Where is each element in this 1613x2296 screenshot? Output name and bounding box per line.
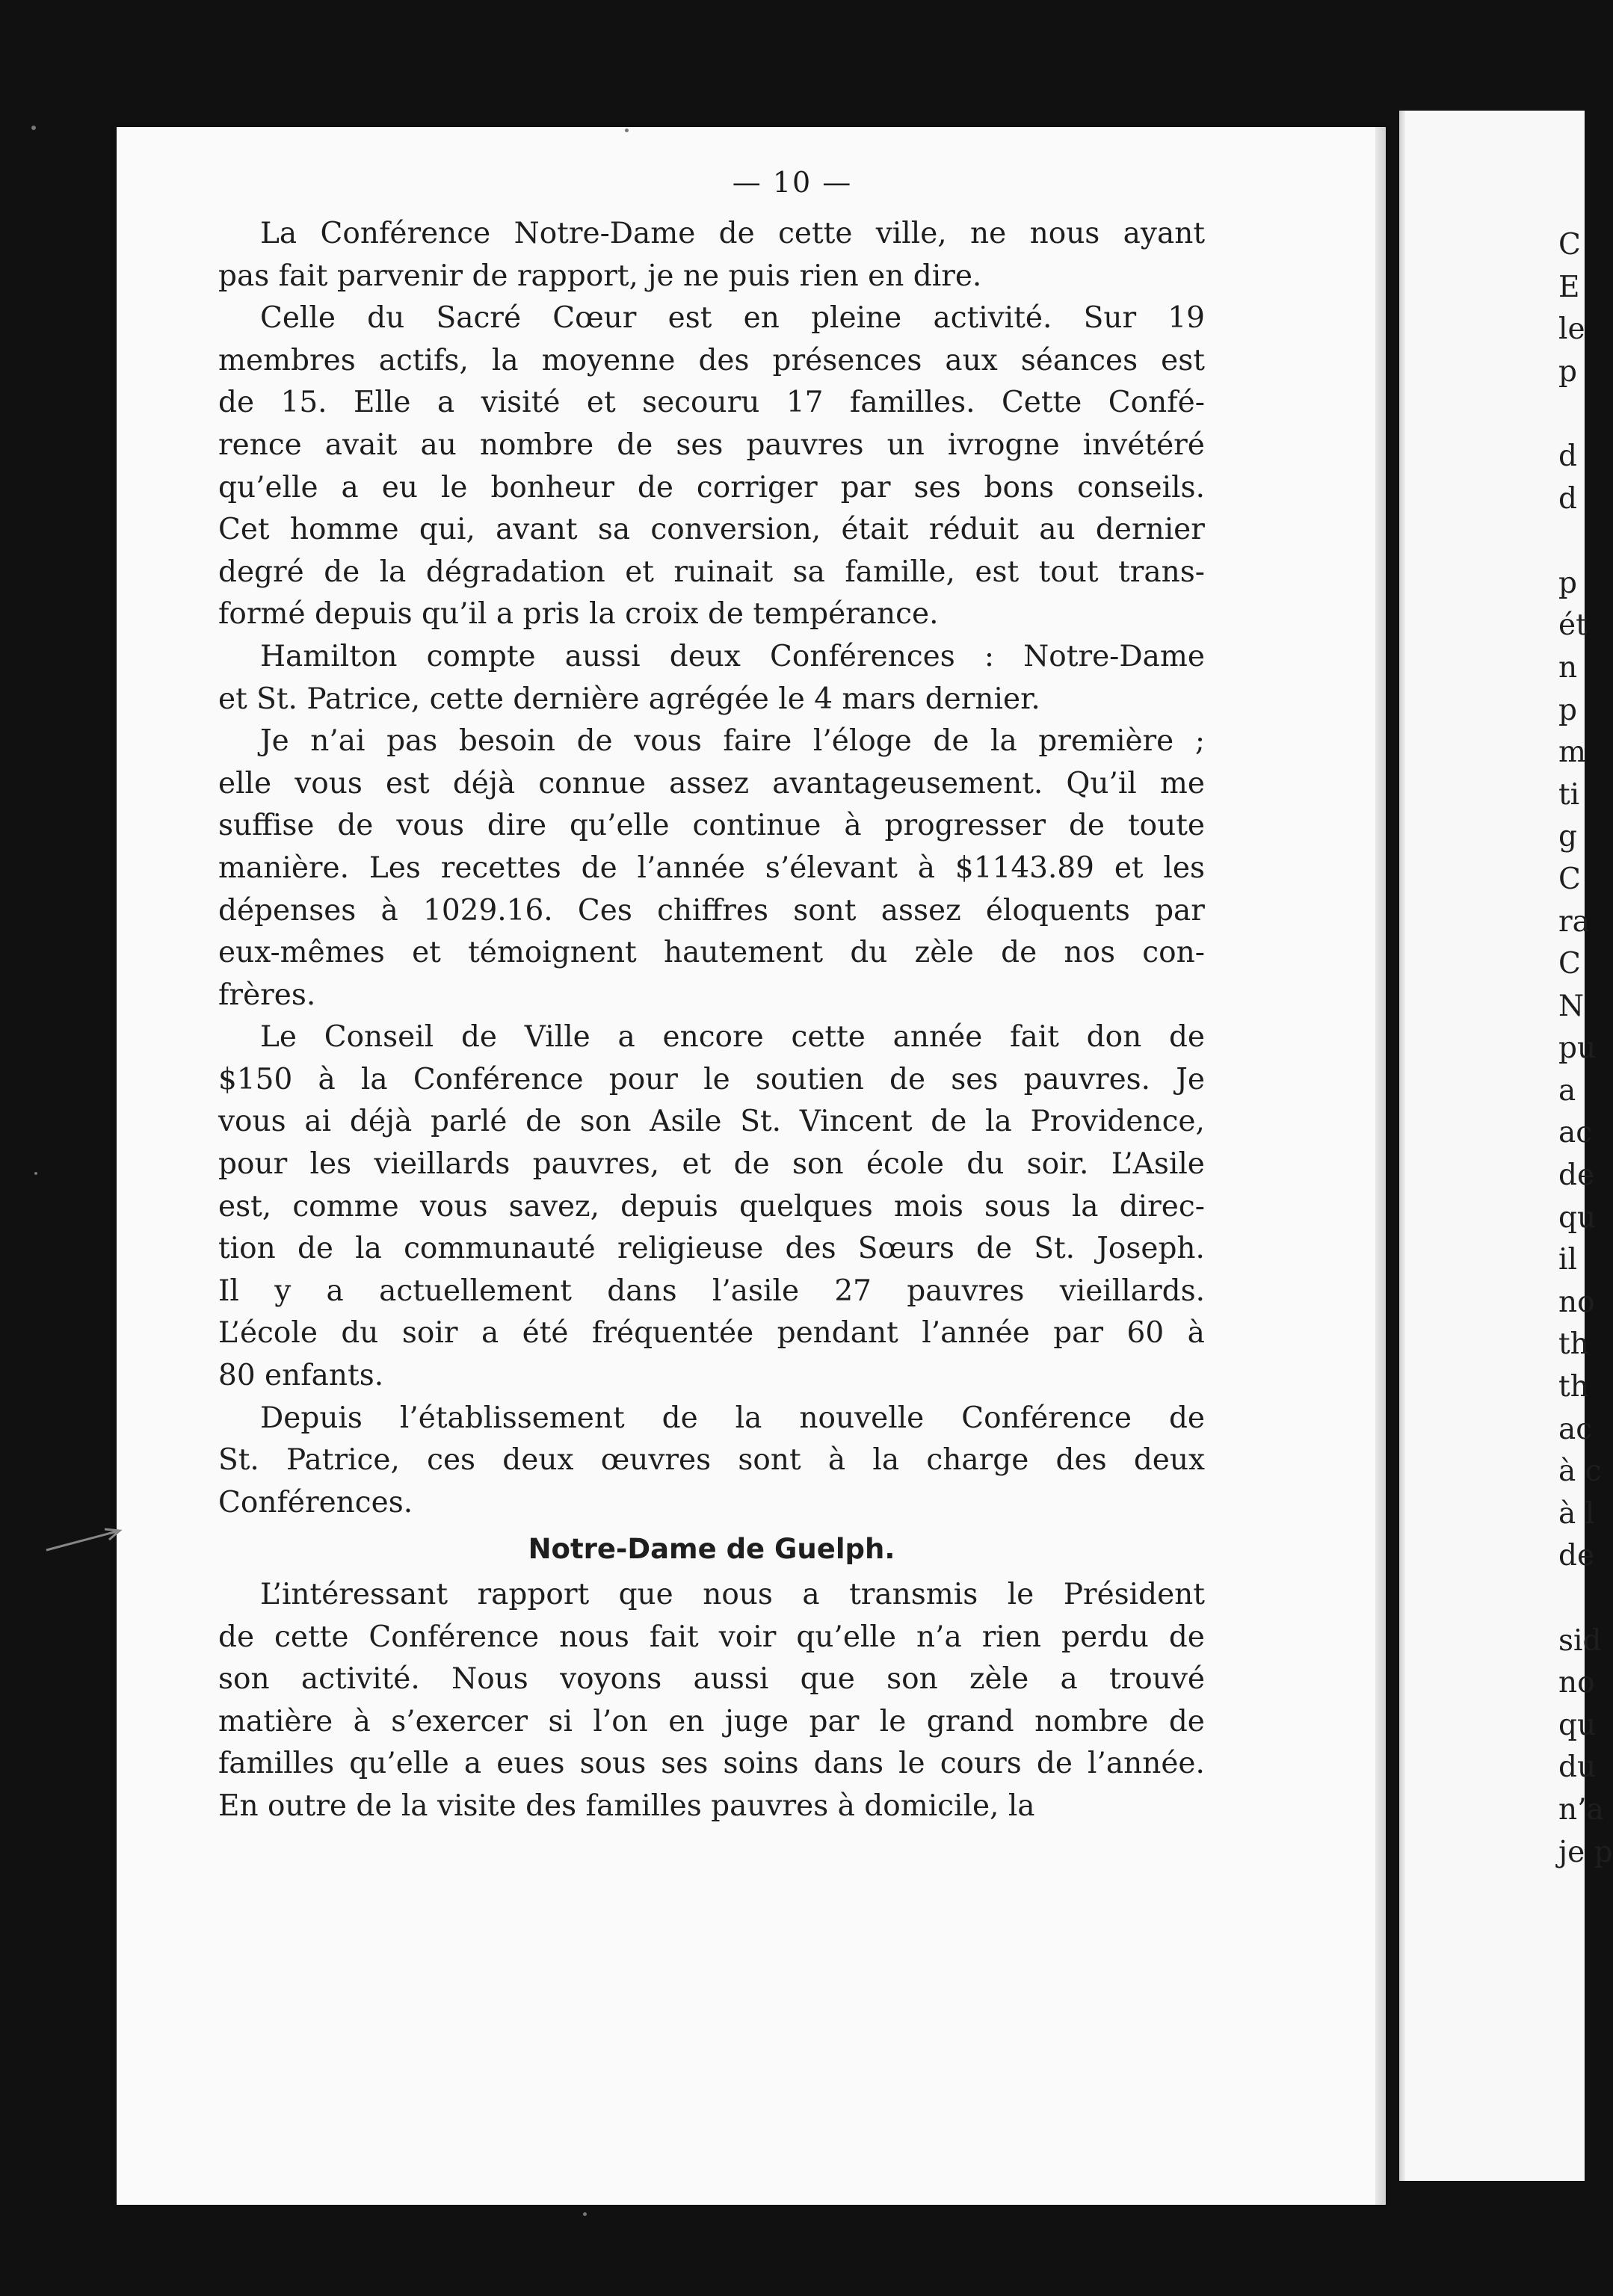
text-line: Depuis l’établissement de la nouvelle Conférence de — [260, 1401, 1205, 1435]
text-line: dépenses à 1029.16. Ces chiffres sont assez éloquents par — [218, 893, 1205, 928]
edge-fragment: no — [1558, 1666, 1595, 1700]
text-line: Celle du Sacré Cœur est en pleine activité. Sur 19 — [260, 301, 1205, 336]
edge-fragment: p — [1558, 566, 1577, 600]
text-line: pour les vieillards pauvres, et de son école du soir. L’Asile — [218, 1147, 1205, 1182]
edge-fragment: g — [1558, 820, 1577, 854]
text-line: rence avait au nombre de ses pauvres un ivrogne invétéré — [218, 428, 1205, 462]
text-line: L’école du soir a été fréquentée pendant l’année par 60 à — [218, 1316, 1205, 1351]
text-line: de 15. Elle a visité et secouru 17 familles. Cette Confé- — [218, 386, 1205, 420]
text-line: L’intéressant rapport que nous a transmis le Président — [260, 1578, 1205, 1611]
edge-fragment: ti — [1558, 777, 1580, 812]
page-number: — 10 — — [732, 166, 853, 199]
text-line: est, comme vous savez, depuis quelques mois sous la direc- — [218, 1189, 1205, 1223]
text-line: familles qu’elle a eues sous ses soins dans le cours de l’année. — [218, 1747, 1205, 1781]
text-line: tion de la communauté religieuse des Sœurs de St. Joseph. — [218, 1232, 1205, 1266]
text-line: et St. Patrice, cette dernière agrégée le 4 mars dernier. — [218, 682, 1040, 716]
edge-fragment: du — [1558, 1750, 1597, 1785]
text-line: son activité. Nous voyons aussi que son zèle a trouvé — [218, 1662, 1205, 1697]
text-line: Cet homme qui, avant sa conversion, était réduit au dernier — [218, 513, 1205, 547]
text-line: En outre de la visite des familles pauvres à domicile, la — [218, 1789, 1035, 1823]
text-line: suffise de vous dire qu’elle continue à progresser de toute — [218, 809, 1205, 843]
edge-fragment: ac — [1558, 1412, 1593, 1446]
scan-speck — [34, 1172, 37, 1175]
text-line: degré de la dégradation et ruinait sa famille, est tout trans- — [218, 555, 1205, 589]
edge-fragment: ra — [1558, 904, 1590, 939]
text-line: formé depuis qu’il a pris la croix de tempérance. — [218, 597, 939, 632]
edge-fragment: sid — [1558, 1623, 1602, 1658]
edge-fragment: qu — [1558, 1708, 1597, 1742]
text-line: Il y a actuellement dans l’asile 27 pauvres vieillards. — [218, 1274, 1205, 1308]
scan-speck — [31, 126, 36, 130]
edge-fragment: de — [1558, 1539, 1595, 1573]
edge-fragment: C — [1558, 228, 1581, 262]
edge-fragment: à c — [1558, 1454, 1602, 1489]
edge-fragment: m — [1558, 735, 1586, 770]
edge-fragment: th — [1558, 1327, 1589, 1362]
text-line: $150 à la Conférence pour le soutien de ses pauvres. Je — [218, 1062, 1205, 1096]
text-line: eux-mêmes et témoignent hautement du zèle de nos con- — [218, 936, 1205, 970]
edge-fragment: ac — [1558, 1116, 1593, 1150]
right-page-edge — [1399, 111, 1585, 2181]
text-line: Conférences. — [218, 1485, 413, 1519]
edge-fragment: p — [1558, 693, 1577, 727]
edge-fragment: E — [1558, 270, 1580, 304]
edge-fragment: no — [1558, 1285, 1595, 1319]
edge-fragment: à l — [1558, 1496, 1595, 1531]
edge-fragment: a — [1558, 1073, 1576, 1108]
right-page-fragments — [1558, 224, 1613, 1874]
text-line: Je n’ai pas besoin de vous faire l’éloge de la première ; — [260, 724, 1205, 759]
text-line: St. Patrice, ces deux œuvres sont à la charge des deux — [218, 1443, 1205, 1478]
edge-fragment: C — [1558, 862, 1581, 896]
text-line: pas fait parvenir de rapport, je ne puis rien en dire. — [218, 259, 982, 293]
edge-fragment — [1558, 1578, 1613, 1620]
text-line: qu’elle a eu le bonheur de corriger par ses bons conseils. — [218, 470, 1205, 504]
text-line: elle vous est déjà connue assez avantageusement. Qu’il me — [218, 766, 1205, 800]
text-line: Le Conseil de Ville a encore cette année fait don de — [260, 1020, 1205, 1055]
edge-fragment: pu — [1558, 1031, 1597, 1066]
section-heading: Notre-Dame de Guelph. — [528, 1533, 895, 1566]
edge-fragment: th — [1558, 1370, 1589, 1404]
edge-fragment: d — [1558, 439, 1577, 473]
text-line: La Conférence Notre-Dame de cette ville, ne nous ayant — [260, 217, 1205, 250]
edge-fragment: il — [1558, 1243, 1577, 1277]
text-line: matière à s’exercer si l’on en juge par le grand nombre de — [218, 1704, 1205, 1738]
edge-fragment: N — [1558, 989, 1585, 1023]
edge-fragment: n — [1558, 650, 1578, 685]
edge-fragment: ét — [1558, 608, 1588, 643]
text-line: 80 enfants. — [218, 1359, 384, 1393]
edge-fragment — [1558, 520, 1613, 563]
text-line: de cette Conférence nous fait voir qu’elle n’a rien perdu de — [218, 1620, 1205, 1654]
text-line: manière. Les recettes de l’année s’élevant à $1143.89 et les — [218, 851, 1205, 885]
edge-fragment: d — [1558, 481, 1577, 516]
edge-fragment: de — [1558, 1158, 1595, 1193]
text-line: vous ai déjà parlé de son Asile St. Vincent de la Providence, — [218, 1105, 1205, 1139]
margin-arrow-mark — [45, 1525, 127, 1555]
edge-fragment: C — [1558, 947, 1581, 981]
edge-fragment: n’a — [1558, 1792, 1604, 1827]
edge-fragment: qu — [1558, 1200, 1597, 1235]
edge-fragment: le — [1558, 312, 1585, 347]
edge-fragment: p — [1558, 354, 1577, 389]
scan-speck — [583, 2212, 587, 2216]
body-text — [218, 213, 1205, 1828]
scan-speck — [625, 129, 629, 132]
text-line: frères. — [218, 978, 316, 1012]
edge-fragment — [1558, 393, 1613, 436]
text-line: Hamilton compte aussi deux Conférences : Notre-Dame — [260, 639, 1205, 673]
edge-fragment: je p — [1558, 1835, 1613, 1869]
text-line: membres actifs, la moyenne des présences aux séances est — [218, 343, 1205, 377]
